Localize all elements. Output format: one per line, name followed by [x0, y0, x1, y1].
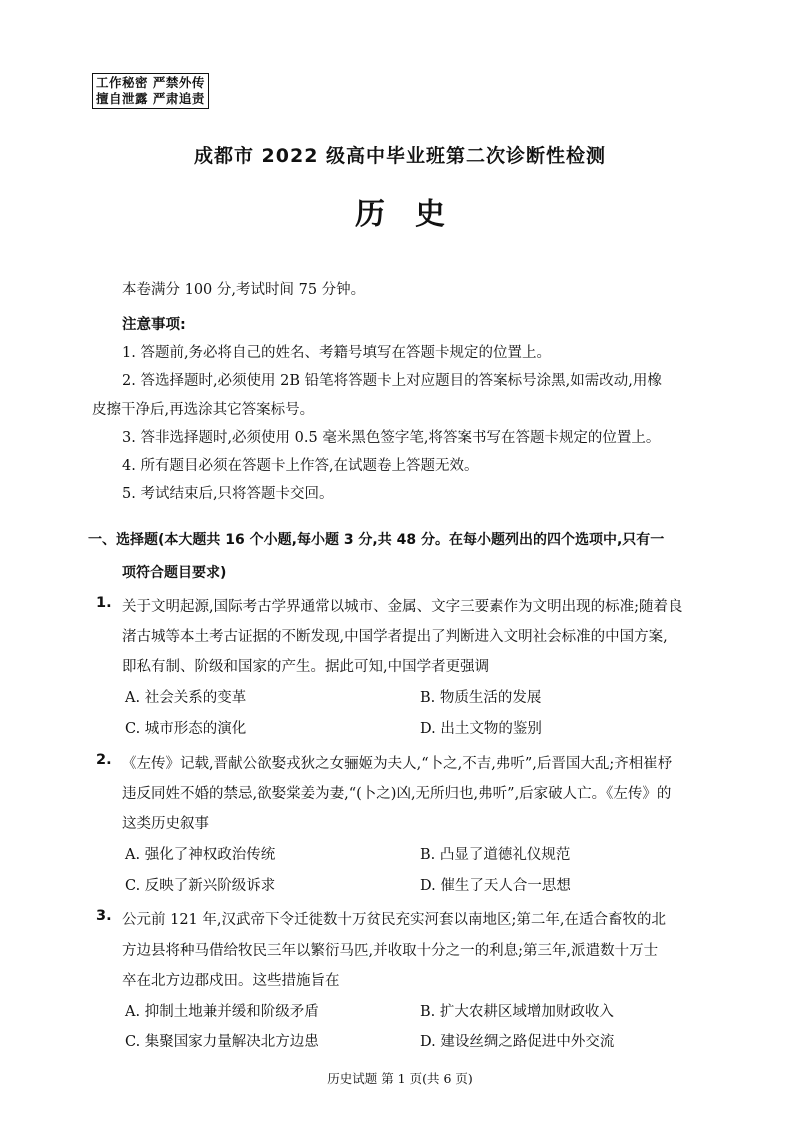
option-a[interactable]: A. 强化了神权政治传统	[125, 847, 276, 863]
option-d[interactable]: D. 建设丝绸之路促进中外交流	[420, 1034, 615, 1050]
notes-heading: 注意事项:	[122, 317, 186, 333]
note-item: 3. 答非选择题时,必须使用 0.5 毫米黑色签字笔,将答案书写在答题卡规定的位置上。	[122, 430, 661, 446]
question-stem-line: 即私有制、阶级和国家的产生。据此可知,中国学者更强调	[122, 659, 490, 675]
option-a[interactable]: A. 抑制土地兼并缓和阶级矛盾	[125, 1004, 319, 1020]
option-d[interactable]: D. 出土文物的鉴别	[420, 721, 542, 737]
page-footer: 历史试题 第 1 页(共 6 页)	[327, 1071, 473, 1086]
option-b[interactable]: B. 物质生活的发展	[420, 690, 542, 706]
option-c[interactable]: C. 城市形态的演化	[125, 721, 247, 737]
question-stem-line: 方边县将种马借给牧民三年以繁衍马匹,并收取十分之一的利息;第三年,派遣数十万士	[122, 943, 659, 959]
question-stem-line: 关于文明起源,国际考古学界通常以城市、金属、文字三要素作为文明出现的标准;随着良	[122, 599, 683, 615]
section-heading-cont: 项符合题目要求)	[122, 565, 227, 581]
option-a[interactable]: A. 社会关系的变革	[125, 690, 247, 706]
confidential-stamp	[92, 73, 209, 109]
question-number: 2.	[96, 752, 112, 768]
confidential-line-1: 工作秘密 严禁外传	[96, 75, 205, 90]
note-item: 2. 答选择题时,必须使用 2B 铅笔将答题卡上对应题目的答案标号涂黑,如需改动,用橡	[122, 373, 662, 389]
option-d[interactable]: D. 催生了天人合一思想	[420, 878, 571, 894]
option-b[interactable]: B. 凸显了道德礼仪规范	[420, 847, 571, 863]
exam-intro: 本卷满分 100 分,考试时间 75 分钟。	[122, 282, 366, 298]
question-stem-line: 违反同姓不婚的禁忌,欲娶棠姜为妻,“(卜之)凶,无所归也,弗听”,后家破人亡。《左传》的	[122, 786, 672, 802]
option-c[interactable]: C. 集聚国家力量解决北方边患	[125, 1034, 319, 1050]
question-stem-line: 《左传》记载,晋献公欲娶戎狄之女骊姬为夫人,“卜之,不吉,弗听”,后晋国大乱;齐相崔杼	[122, 756, 673, 772]
option-b[interactable]: B. 扩大农耕区域增加财政收入	[420, 1004, 614, 1020]
confidential-line-2: 擅自泄露 严肃追责	[96, 91, 205, 106]
section-heading: 一、选择题(本大题共 16 个小题,每小题 3 分,共 48 分。在每小题列出的四个选项中,只有一	[88, 532, 665, 548]
option-c[interactable]: C. 反映了新兴阶级诉求	[125, 878, 276, 894]
note-item: 4. 所有题目必须在答题卡上作答,在试题卷上答题无效。	[122, 458, 479, 474]
question-stem-line: 公元前 121 年,汉武帝下令迁徙数十万贫民充实河套以南地区;第二年,在适合畜牧的北	[122, 912, 666, 928]
subject-title: 历史	[355, 197, 475, 232]
question-stem-line: 这类历史叙事	[122, 816, 209, 832]
question-stem-line: 渚古城等本土考古证据的不断发现,中国学者提出了判断进入文明社会标准的中国方案,	[122, 629, 668, 645]
note-item: 5. 考试结束后,只将答题卡交回。	[122, 486, 334, 502]
exam-title: 成都市 2022 级高中毕业班第二次诊断性检测	[193, 145, 607, 167]
question-stem-line: 卒在北方边郡戍田。这些措施旨在	[122, 973, 340, 989]
question-number: 3.	[96, 908, 112, 924]
note-item: 皮擦干净后,再选涂其它答案标号。	[92, 402, 315, 418]
question-number: 1.	[96, 595, 112, 611]
note-item: 1. 答题前,务必将自己的姓名、考籍号填写在答题卡规定的位置上。	[122, 345, 552, 361]
